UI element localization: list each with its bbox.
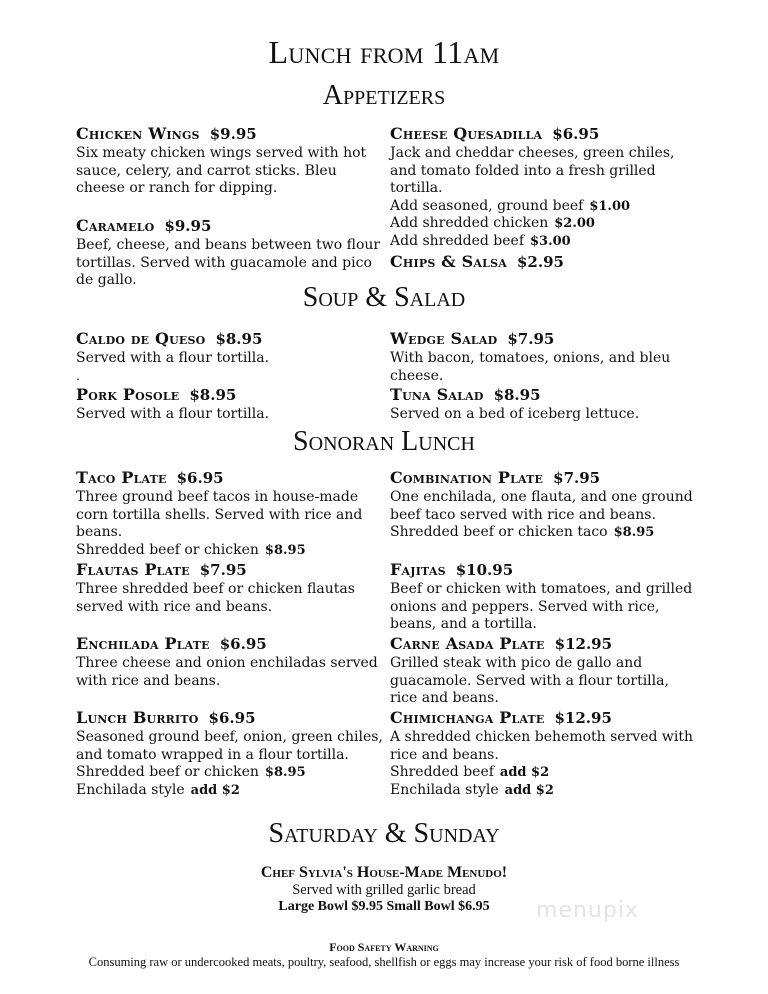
item-name: Fajitas bbox=[390, 560, 446, 579]
addon-line: Add shredded chicken $2.00 bbox=[390, 215, 595, 231]
item-description: One enchilada, one flauta, and one ground beef taco served with rice and beans. bbox=[390, 489, 693, 523]
item-description: Served with a flour tortilla. bbox=[76, 406, 270, 422]
item-name: Caramelo bbox=[76, 216, 155, 235]
item-price: $8.95 bbox=[215, 330, 263, 348]
addon-line: Add shredded beef $3.00 bbox=[390, 232, 571, 249]
section-title-soup-salad: Soup & Salad bbox=[302, 282, 466, 313]
item-name: Caldo de Queso bbox=[76, 329, 206, 348]
addon-line: Shredded beef or chicken $8.95 bbox=[76, 541, 306, 558]
addon-line: Add seasoned, ground beef $1.00 bbox=[390, 197, 631, 214]
item-price: $12.95 bbox=[554, 635, 613, 653]
menudo-bowl-prices bbox=[0, 899, 768, 915]
watermark-logo: menupix bbox=[536, 898, 639, 923]
item-name: Chicken Wings bbox=[76, 124, 200, 143]
item-price: $6.95 bbox=[176, 469, 224, 487]
item-description: Seasoned ground beef, onion, green chiles, and tomato wrapped in a flour tortilla. bbox=[76, 729, 383, 763]
menu-item-flautas-plate bbox=[76, 560, 386, 616]
section-title-sonoran-lunch: Sonoran Lunch bbox=[293, 426, 475, 457]
menu-item-caldo-de-queso bbox=[76, 329, 386, 368]
menu-item-tuna-salad bbox=[390, 385, 700, 424]
small-bowl-label: Small Bowl bbox=[386, 899, 455, 914]
item-name: Wedge Salad bbox=[390, 329, 498, 348]
addon-line: Shredded beef or chicken taco $8.95 bbox=[390, 524, 655, 540]
menu-item-caramelo bbox=[76, 216, 386, 290]
menu-item-carne-asada-plate bbox=[390, 634, 700, 708]
page-title: Lunch from 11am bbox=[268, 34, 500, 70]
menu-item-chicken-wings bbox=[76, 124, 386, 198]
item-description: Served with a flour tortilla. bbox=[76, 350, 270, 366]
item-name: Cheese Quesadilla bbox=[390, 124, 543, 143]
menu-item-wedge-salad bbox=[390, 329, 700, 385]
menudo-block bbox=[0, 864, 768, 915]
menu-item-combination-plate bbox=[390, 468, 700, 542]
menu-item-cheese-quesadilla bbox=[390, 124, 700, 250]
item-description: Jack and cheddar cheeses, green chiles, and tomato folded into a fresh grilled tortilla. bbox=[390, 145, 675, 196]
item-price: $7.95 bbox=[199, 561, 247, 579]
addon-line: Shredded beef add $2 bbox=[390, 764, 550, 780]
item-description: Six meaty chicken wings served with hot sauce, celery, and carrot sticks. Bleu cheese or ranch for dipping. bbox=[76, 145, 367, 196]
addon-line: Enchilada style add $2 bbox=[76, 781, 240, 798]
food-safety-text: Consuming raw or undercooked meats, poultry, seafood, shellfish or eggs may increase your risk of food borne illness bbox=[88, 955, 680, 969]
item-description: Three cheese and onion enchiladas served with rice and beans. bbox=[76, 655, 378, 689]
item-price: $7.95 bbox=[507, 330, 555, 348]
large-bowl-label: Large Bowl bbox=[278, 899, 349, 914]
menu-item-lunch-burrito bbox=[76, 708, 386, 799]
item-price: $7.95 bbox=[553, 469, 601, 487]
item-price: $10.95 bbox=[455, 561, 514, 579]
menu-item-pork-posole bbox=[76, 385, 386, 424]
menu-item-chimichanga-plate bbox=[390, 708, 700, 799]
item-price: $6.95 bbox=[552, 125, 600, 143]
item-price: $2.95 bbox=[516, 253, 564, 271]
item-price: $9.95 bbox=[164, 217, 212, 235]
food-safety-block bbox=[0, 940, 768, 970]
addon-line: Enchilada style add $2 bbox=[390, 781, 554, 798]
item-price: $9.95 bbox=[209, 125, 257, 143]
item-description: With bacon, tomatoes, onions, and bleu cheese. bbox=[390, 350, 671, 384]
item-name: Pork Posole bbox=[76, 385, 180, 404]
item-name: Chimichanga Plate bbox=[390, 708, 545, 727]
item-name: Combination Plate bbox=[390, 468, 544, 487]
item-description: Beef or chicken with tomatoes, and grilled onions and peppers. Served with rice, beans, and a tortilla. bbox=[390, 581, 693, 632]
section-title-appetizers: Appetizers bbox=[322, 80, 446, 111]
menu-item-fajitas bbox=[390, 560, 700, 634]
item-name: Flautas Plate bbox=[76, 560, 190, 579]
item-name: Tuna Salad bbox=[390, 385, 484, 404]
item-description: Three ground beef tacos in house-made corn tortilla shells. Served with rice and beans. bbox=[76, 489, 363, 540]
addon-line: Shredded beef or chicken $8.95 bbox=[76, 764, 306, 780]
item-name: Carne Asada Plate bbox=[390, 634, 545, 653]
item-description: Served on a bed of iceberg lettuce. bbox=[390, 406, 640, 422]
small-bowl-price: $6.95 bbox=[458, 899, 490, 914]
menudo-subtitle: Served with grilled garlic bread bbox=[292, 882, 476, 898]
item-description: A shredded chicken behemoth served with rice and beans. bbox=[390, 729, 693, 763]
item-price: $12.95 bbox=[554, 709, 612, 727]
food-safety-title: Food Safety Warning bbox=[329, 940, 439, 954]
menudo-title: Chef Sylvia's House-Made Menudo! bbox=[260, 864, 508, 881]
item-price: $6.95 bbox=[219, 635, 267, 653]
menu-item-taco-plate bbox=[76, 468, 386, 559]
item-name: Taco Plate bbox=[76, 468, 167, 487]
item-price: $6.95 bbox=[208, 709, 256, 727]
section-title-saturday-sunday: Saturday & Sunday bbox=[268, 818, 500, 849]
stray-mark: . bbox=[76, 369, 80, 383]
large-bowl-price: $9.95 bbox=[351, 899, 384, 914]
item-description: Grilled steak with pico de gallo and guacamole. Served with a flour tortilla, rice and beans. bbox=[390, 655, 669, 706]
item-price: $8.95 bbox=[189, 386, 237, 404]
item-name: Enchilada Plate bbox=[76, 634, 210, 653]
menu-item-chips-salsa bbox=[390, 252, 700, 271]
item-description: Three shredded beef or chicken flautas served with rice and beans. bbox=[76, 581, 355, 615]
item-description: Beef, cheese, and beans between two flour tortillas. Served with guacamole and pico de gallo. bbox=[76, 237, 381, 288]
item-name: Chips & Salsa bbox=[390, 252, 507, 271]
item-price: $8.95 bbox=[493, 386, 541, 404]
menu-item-enchilada-plate bbox=[76, 634, 386, 690]
item-name: Lunch Burrito bbox=[76, 708, 199, 727]
